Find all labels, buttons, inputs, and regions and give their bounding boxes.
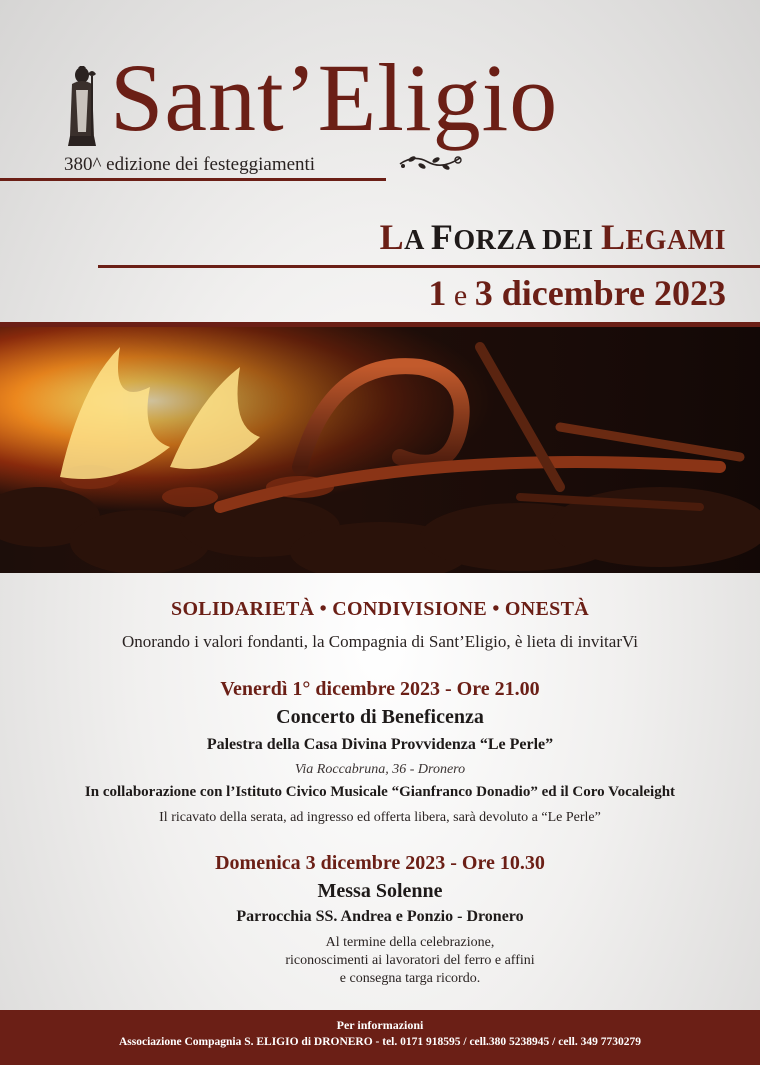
dates-conjunction: e bbox=[446, 279, 475, 312]
theme-initial-l2: L bbox=[600, 217, 626, 257]
floral-ornament-icon bbox=[398, 150, 464, 174]
event2-note bbox=[0, 934, 760, 988]
event2-note-line: Al termine della celebrazione, bbox=[325, 935, 495, 950]
footer-contact: Associazione Compagnia S. ELIGIO di DRONERO - tel. 0171 918595 / cell.380 5238945 / cell. 349 7730279 bbox=[119, 1036, 641, 1048]
theme-part-egami: EGAMI bbox=[625, 225, 726, 256]
intro-text: Onorando i valori fondanti, la Compagnia di Sant’Eligio, è lieta di invitarVi bbox=[122, 632, 638, 651]
page-title: Sant’Eligio bbox=[110, 44, 559, 151]
event1-collaboration: In collaborazione con l’Istituto Civico Musicale “Gianfranco Donadio” ed il Coro Vocaleight bbox=[84, 784, 676, 800]
event2-place: Parrocchia SS. Andrea e Ponzio - Dronero bbox=[236, 908, 524, 925]
event2-note-line: e consegna targa ricordo. bbox=[339, 971, 481, 986]
event1-title: Concerto di Beneficenza bbox=[276, 706, 484, 728]
event2-date: Domenica 3 dicembre 2023 - Ore 10.30 bbox=[215, 852, 545, 874]
event1-date: Venerdì 1° dicembre 2023 - Ore 21.00 bbox=[220, 678, 540, 700]
theme-part-orza: ORZA DEI bbox=[453, 225, 601, 256]
event-dates bbox=[428, 272, 726, 314]
header-divider bbox=[0, 178, 386, 181]
event1-address: Via Roccabruna, 36 - Dronero bbox=[294, 762, 466, 777]
theme-initial-f: F bbox=[430, 217, 454, 257]
values-slogan: SOLIDARIETÀ • CONDIVISIONE • ONESTÀ bbox=[171, 598, 589, 620]
dates-second: 3 dicembre 2023 bbox=[474, 273, 726, 313]
theme-title bbox=[380, 216, 726, 258]
forge-fire-photo bbox=[0, 327, 760, 573]
edition-subtitle: 380^ edizione dei festeggiamenti bbox=[64, 154, 316, 175]
event2-note-line: riconoscimenti ai lavoratori del ferro e affini bbox=[285, 953, 535, 968]
theme-initial-l1: L bbox=[379, 217, 405, 257]
saint-figure-icon bbox=[64, 66, 100, 148]
theme-divider bbox=[98, 265, 760, 268]
event1-place: Palestra della Casa Divina Provvidenza “Le Perle” bbox=[206, 736, 554, 753]
theme-part-a: A bbox=[404, 225, 431, 256]
dates-first: 1 bbox=[428, 273, 447, 313]
event1-note: Il ricavato della serata, ad ingresso ed offerta libera, sarà devoluto a “Le Perle” bbox=[159, 810, 601, 825]
footer-label: Per informazioni bbox=[336, 1018, 424, 1032]
event2-title: Messa Solenne bbox=[317, 880, 443, 902]
